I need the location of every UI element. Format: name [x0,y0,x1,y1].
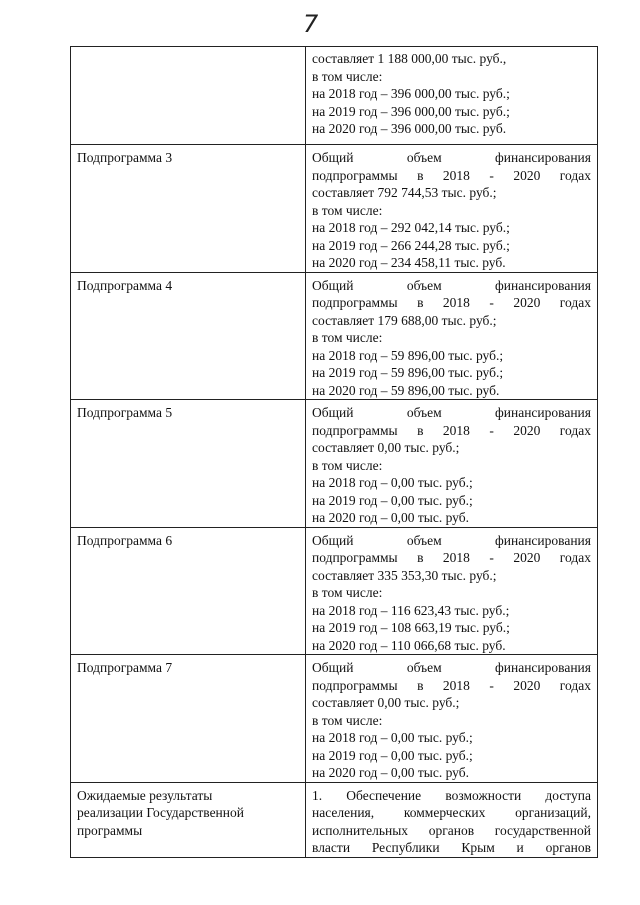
word: 2018 [442,677,470,693]
subprogram-label-cell [71,655,306,783]
in-total-label: в том числе: [312,457,383,473]
word: подпрограммы [312,422,398,438]
subprogram-label-cell [71,145,306,273]
subprogram-financing-cell [306,272,598,400]
value-line: на 2018 год – 396 000,00 тыс. руб.; [312,86,510,101]
word: организаций, [515,805,591,820]
value-line: на 2019 год – 396 000,00 тыс. руб.; [312,103,510,119]
row-label-cell [71,47,306,145]
word: подпрограммы [312,677,398,693]
page-number: 7 [303,10,319,38]
row-value-cell [306,47,598,145]
word: в [417,422,424,438]
financing-total: составляет 335 353,30 тыс. руб.; [312,567,497,583]
word: в [417,550,424,565]
financing-total: составляет 0,00 тыс. руб.; [312,695,460,710]
year-financing: на 2020 год – 110 066,68 тыс. руб. [312,637,506,653]
in-total-label: в том числе: [312,712,383,728]
word: финансирования [495,277,591,293]
word: 2018 [442,167,470,183]
word: Общий [312,405,354,420]
subprogram-label: Подпрограмма 4 [77,277,173,293]
results-text-line [312,839,591,857]
word: 2018 [442,295,470,310]
year-financing: на 2019 год – 0,00 тыс. руб.; [312,492,473,508]
word: 2020 [513,422,541,438]
word: Крым [461,840,495,855]
word: 2018 [442,422,470,438]
word: власти [312,840,351,855]
financing-line-1 [312,532,591,550]
year-financing: на 2019 год – 108 663,19 тыс. руб.; [312,620,510,635]
word: доступа [545,787,591,803]
word: Республики [371,840,440,855]
financing-total: составляет 792 744,53 тыс. руб.; [312,185,497,200]
subprogram-label-cell [71,400,306,528]
word: годах [559,422,591,438]
financing-line-2 [312,549,591,567]
word: Общий [312,532,354,548]
financing-line-1 [312,659,591,677]
results-text-cell [306,782,598,857]
word: объем [406,277,442,293]
word: исполнительных [312,822,409,838]
word: 2018 [442,550,470,565]
word: финансирования [495,150,591,165]
word: подпрограммы [312,295,398,310]
word: 2020 [513,677,541,693]
financing-line-1 [312,149,591,167]
year-financing: на 2019 год – 59 896,00 тыс. руб.; [312,365,504,380]
word: финансирования [495,405,591,420]
results-text-line [312,804,591,822]
word: объем [406,405,442,420]
value-line: в том числе: [312,68,383,84]
year-financing: на 2018 год – 0,00 тыс. руб.; [312,730,473,745]
results-text-line [312,787,591,805]
financing-total: составляет 179 688,00 тыс. руб.; [312,312,497,328]
results-text-line [312,822,591,840]
financing-line-2 [312,167,591,185]
subprogram-financing-cell [306,400,598,528]
subprogram-financing-cell [306,145,598,273]
in-total-label: в том числе: [312,585,383,600]
in-total-label: в том числе: [312,202,383,218]
word: Обеспечение [346,787,422,803]
word: - [489,295,494,310]
table-row [71,527,598,655]
results-label-line: Ожидаемые результаты [77,787,213,803]
financing-line-1 [312,404,591,422]
table-row [71,272,598,400]
subprogram-label: Подпрограмма 7 [77,660,173,675]
financing-table [70,46,598,858]
table-row [71,47,598,145]
word: годах [559,677,591,693]
financing-line-2 [312,294,591,312]
word: органов [428,822,475,838]
word: 2020 [513,295,541,310]
year-financing: на 2020 год – 0,00 тыс. руб. [312,510,469,525]
year-financing: на 2018 год – 116 623,43 тыс. руб.; [312,602,510,618]
value-line: на 2020 год – 396 000,00 тыс. руб. [312,121,507,136]
financing-line-1 [312,277,591,295]
word: 1. [312,787,323,803]
word: объем [406,150,442,165]
financing-line-2 [312,422,591,440]
year-financing: на 2018 год – 59 896,00 тыс. руб.; [312,347,504,363]
table-row [71,782,598,857]
word: в [417,295,424,310]
results-label-line: программы [77,822,143,838]
results-label-cell [71,782,306,857]
year-financing: на 2020 год – 59 896,00 тыс. руб. [312,382,500,398]
subprogram-financing-cell [306,655,598,783]
word: объем [406,660,442,675]
word: 2020 [513,550,541,565]
subprogram-label-cell [71,272,306,400]
word: органов [545,840,591,855]
year-financing: на 2020 год – 234 458,11 тыс. руб. [312,255,506,270]
word: подпрограммы [312,550,398,565]
subprogram-label: Подпрограмма 6 [77,532,173,548]
word: - [489,550,494,565]
year-financing: на 2020 год – 0,00 тыс. руб. [312,765,469,780]
year-financing: на 2018 год – 292 042,14 тыс. руб.; [312,220,510,235]
subprogram-label: Подпрограмма 3 [77,150,173,165]
word: государственной [494,822,591,838]
word: и [516,840,524,855]
word: - [489,167,494,183]
word: в [417,677,424,693]
word: населения, [312,805,375,820]
results-label-line: реализации Государственной [77,805,244,820]
word: Общий [312,660,354,675]
word: - [489,422,494,438]
value-line: составляет 1 188 000,00 тыс. руб., [312,51,507,66]
year-financing: на 2019 год – 0,00 тыс. руб.; [312,747,473,763]
word: коммерческих [403,805,486,820]
word: годах [559,167,591,183]
word: 2020 [513,167,541,183]
financing-total: составляет 0,00 тыс. руб.; [312,440,460,455]
year-financing: на 2019 год – 266 244,28 тыс. руб.; [312,237,510,253]
word: годах [559,295,591,310]
word: Общий [312,150,354,165]
subprogram-label: Подпрограмма 5 [77,405,173,420]
year-financing: на 2018 год – 0,00 тыс. руб.; [312,475,473,490]
word: подпрограммы [312,167,398,183]
word: в [417,167,424,183]
word: финансирования [495,660,591,675]
in-total-label: в том числе: [312,330,383,345]
word: объем [406,532,442,548]
subprogram-label-cell [71,527,306,655]
word: финансирования [495,532,591,548]
word: возможности [445,787,522,803]
word: годах [559,550,591,565]
subprogram-financing-cell [306,527,598,655]
table-row [71,145,598,273]
table-row [71,655,598,783]
word: Общий [312,277,354,293]
financing-line-2 [312,677,591,695]
table-row [71,400,598,528]
word: - [489,677,494,693]
